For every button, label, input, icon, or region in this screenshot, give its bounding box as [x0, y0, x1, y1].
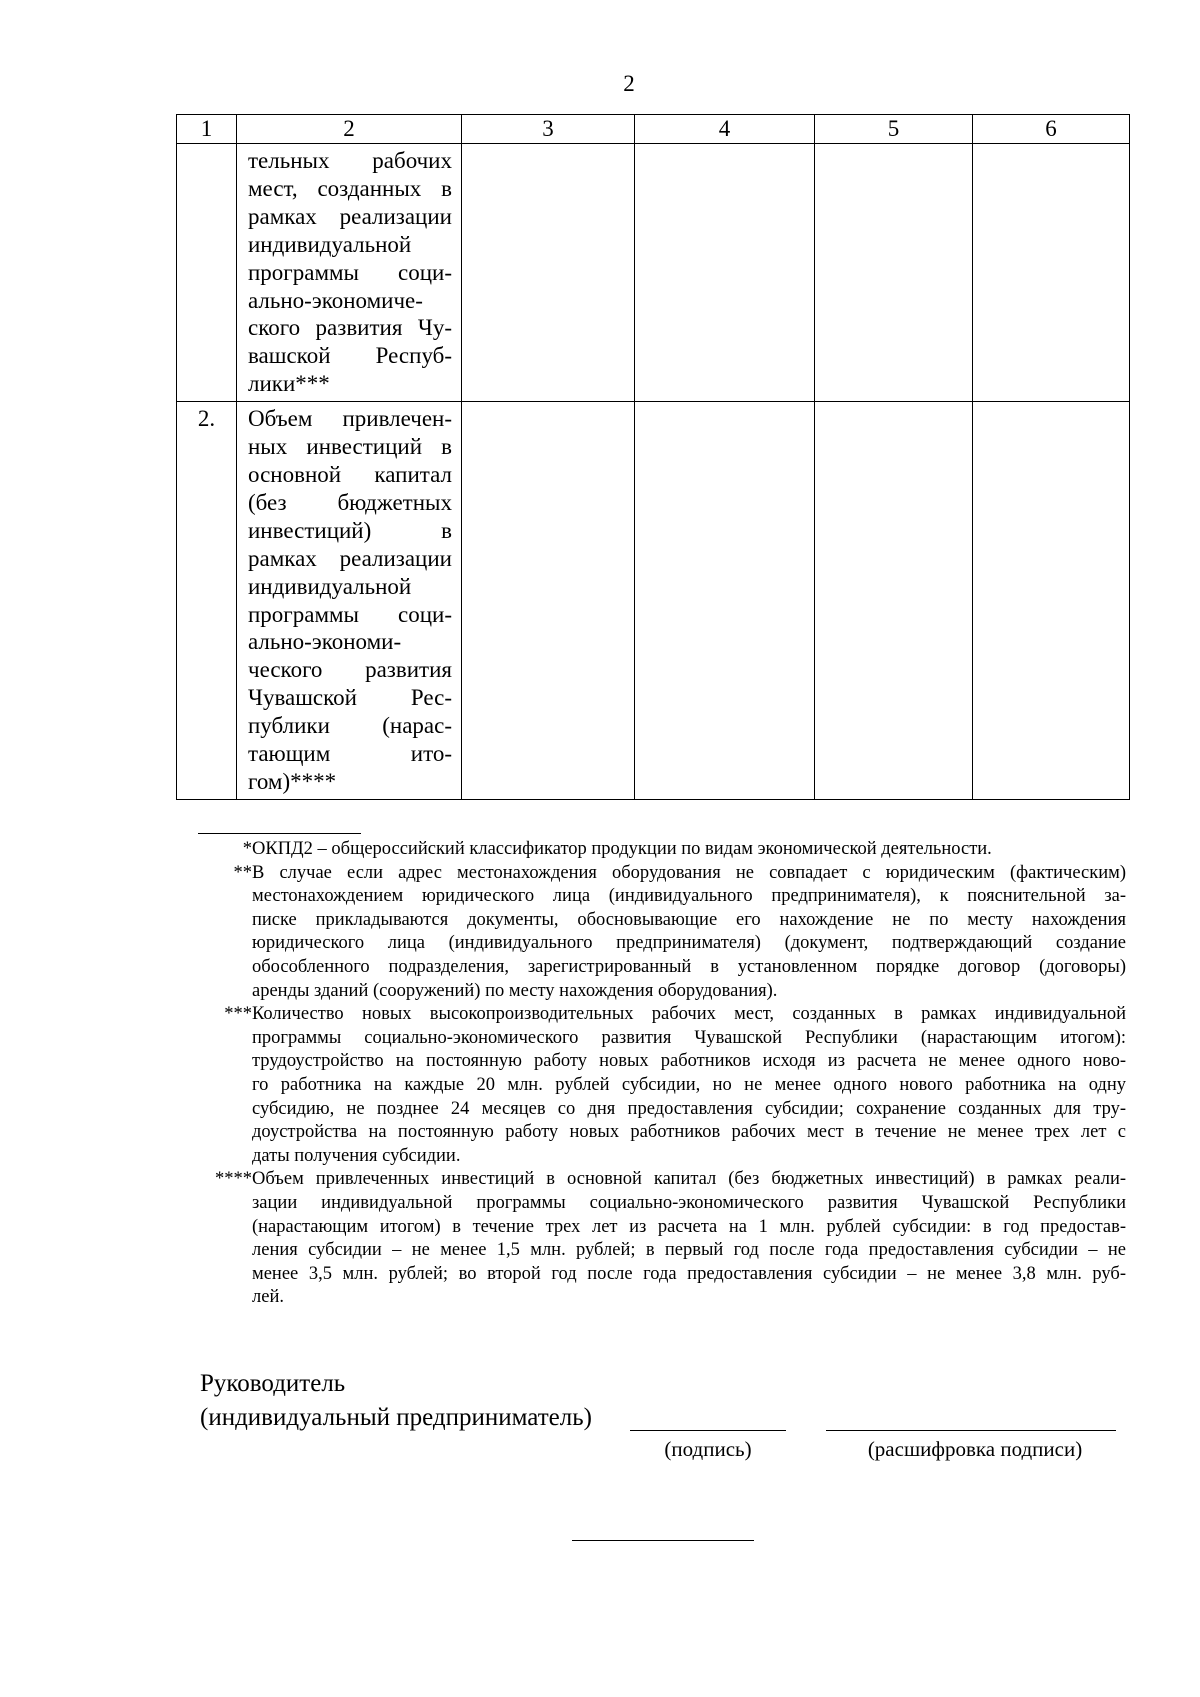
- cell-text-line: мест, созданных в: [248, 175, 452, 201]
- signature-decode-caption: (расшифровка подписи): [867, 1437, 1083, 1461]
- column-header: 1: [177, 115, 237, 144]
- cell-text-line: рамках реализации: [248, 545, 452, 571]
- cell-text-line: лики***: [248, 371, 330, 397]
- footnote-line: даты получения субсидии.: [252, 1145, 461, 1166]
- footnote-line: обособленного подразделения, зарегистрированный в установленном порядке договор (договоры): [252, 956, 1126, 977]
- value-cell: [815, 144, 973, 402]
- footnote-line: лей.: [252, 1287, 284, 1308]
- footnote-mark: ****: [215, 1169, 252, 1190]
- value-cell: [973, 144, 1130, 402]
- footnote-line: доустройства на постоянную работу новых работников рабочих мест в течение не менее трех лет с: [252, 1122, 1126, 1143]
- value-cell: [635, 402, 815, 800]
- signature-decode-line[interactable]: [826, 1430, 1116, 1431]
- cell-text-line: гом)****: [248, 768, 337, 794]
- cell-text-line: рамках реализации: [248, 203, 452, 229]
- footnote-mark: ***: [224, 1004, 252, 1025]
- cell-text-line: Объем привлечен-: [248, 406, 452, 432]
- cell-text-line: тельных рабочих: [248, 148, 452, 173]
- column-header: 4: [635, 115, 815, 144]
- footnote-line: ОКПД2 – общероссийский классификатор продукции по видам экономической деятельности.: [252, 839, 992, 859]
- footnote-line: юридического лица (индивидуального предпринимателя) (документ, подтверждающий создание: [252, 933, 1126, 954]
- footnote-line: местонахождением юридического лица (индивидуального предпринимателя), к пояснительной за-: [252, 886, 1126, 907]
- footnote-mark: **: [233, 862, 252, 883]
- footnote-separator: [198, 833, 361, 834]
- cell-text-line: ально-экономи-: [248, 629, 402, 655]
- cell-text-line: индивидуальной: [248, 231, 412, 257]
- footnote-3: [224, 1003, 1126, 1168]
- footnote-line: (нарастающим итогом) в течение трех лет из расчета на 1 млн. рублей субсидии: в год предостав-: [252, 1216, 1126, 1237]
- footnote-line: Количество новых высокопроизводительных рабочих мест, созданных в рамках индивидуальной: [252, 1004, 1126, 1025]
- signature-line[interactable]: [630, 1430, 786, 1431]
- footnote-mark: *: [242, 839, 252, 859]
- footnote-line: ления субсидии – не менее 1,5 млн. рублей; в первый год после года предоставления субсидии – не: [252, 1240, 1126, 1261]
- table-row: [177, 144, 1130, 402]
- cell-text-line: основной капитал: [248, 461, 452, 487]
- signatory-title: Руководитель: [200, 1370, 346, 1397]
- cell-text-line: вашской Респуб-: [248, 343, 452, 369]
- value-cell: [462, 144, 635, 402]
- cell-text-line: Чувашской Рес-: [248, 685, 452, 711]
- value-cell: [462, 402, 635, 800]
- cell-text-line: тающим ито-: [248, 741, 452, 767]
- footnote-2: [233, 862, 1126, 1004]
- footnote-line: писке прикладываются документы, обосновывающие его нахождение не по месту нахождения: [252, 909, 1126, 930]
- bottom-separator: [572, 1540, 754, 1541]
- signature-caption: (подпись): [664, 1437, 752, 1461]
- footnote-line: зации индивидуальной программы социально-экономического развития Чувашской Республики: [252, 1192, 1126, 1213]
- footnote-line: субсидию, не позднее 24 месяцев со дня предоставления субсидии; сохранение созданных для тру-: [252, 1098, 1126, 1119]
- cell-text-line: ально-экономиче-: [248, 287, 423, 313]
- row-number: 2.: [177, 402, 237, 800]
- footnote-line: аренды зданий (сооружений) по месту нахождения оборудования).: [252, 980, 778, 1001]
- column-header: 6: [973, 115, 1130, 144]
- footnote-1: [242, 838, 1074, 862]
- column-header: 5: [815, 115, 973, 144]
- footnote-4: [215, 1168, 1126, 1310]
- value-cell: [635, 144, 815, 402]
- cell-text-line: ского развития Чу-: [248, 315, 452, 341]
- cell-text-line: публики (нарас-: [248, 713, 452, 739]
- cell-text-line: (без бюджетных: [248, 489, 452, 515]
- cell-text-line: ческого развития: [248, 657, 452, 683]
- column-header: 2: [237, 115, 462, 144]
- footnote-line: программы социально-экономического развития Чувашской Республики (нарастающим итогом):: [252, 1027, 1126, 1048]
- value-cell: [973, 402, 1130, 800]
- row-number: [177, 144, 237, 402]
- column-header: 3: [462, 115, 635, 144]
- cell-text-line: инвестиций) в: [248, 517, 452, 543]
- footnote-line: менее 3,5 млн. рублей; во второй год после года предоставления субсидии – не менее 3,8 млн. руб-: [252, 1263, 1126, 1284]
- footnote-line: В случае если адрес местонахождения оборудования не совпадает с юридическим (фактическим): [252, 862, 1126, 883]
- table-row: [177, 402, 1130, 800]
- indicators-table: [176, 114, 1130, 800]
- cell-text-line: индивидуальной: [248, 573, 412, 599]
- footnote-line: го работника на каждые 20 млн. рублей субсидии, но не менее одного нового работника на одну: [252, 1074, 1126, 1095]
- footnote-line: Объем привлеченных инвестиций в основной капитал (без бюджетных инвестиций) в рамках реали-: [252, 1169, 1126, 1190]
- footnote-line: трудоустройство на постоянную работу новых работников исходя из расчета не менее одного ново-: [252, 1051, 1126, 1072]
- table-header-row: [177, 115, 1130, 144]
- cell-text-line: программы соци-: [248, 259, 452, 285]
- value-cell: [815, 402, 973, 800]
- indicator-name-cell: [237, 402, 462, 800]
- signatory-role: (индивидуальный предприниматель): [200, 1404, 592, 1431]
- indicator-name-cell: [237, 144, 462, 402]
- cell-text-line: программы соци-: [248, 601, 452, 627]
- cell-text-line: ных инвестиций в: [248, 434, 452, 460]
- page-number: 2: [623, 71, 635, 96]
